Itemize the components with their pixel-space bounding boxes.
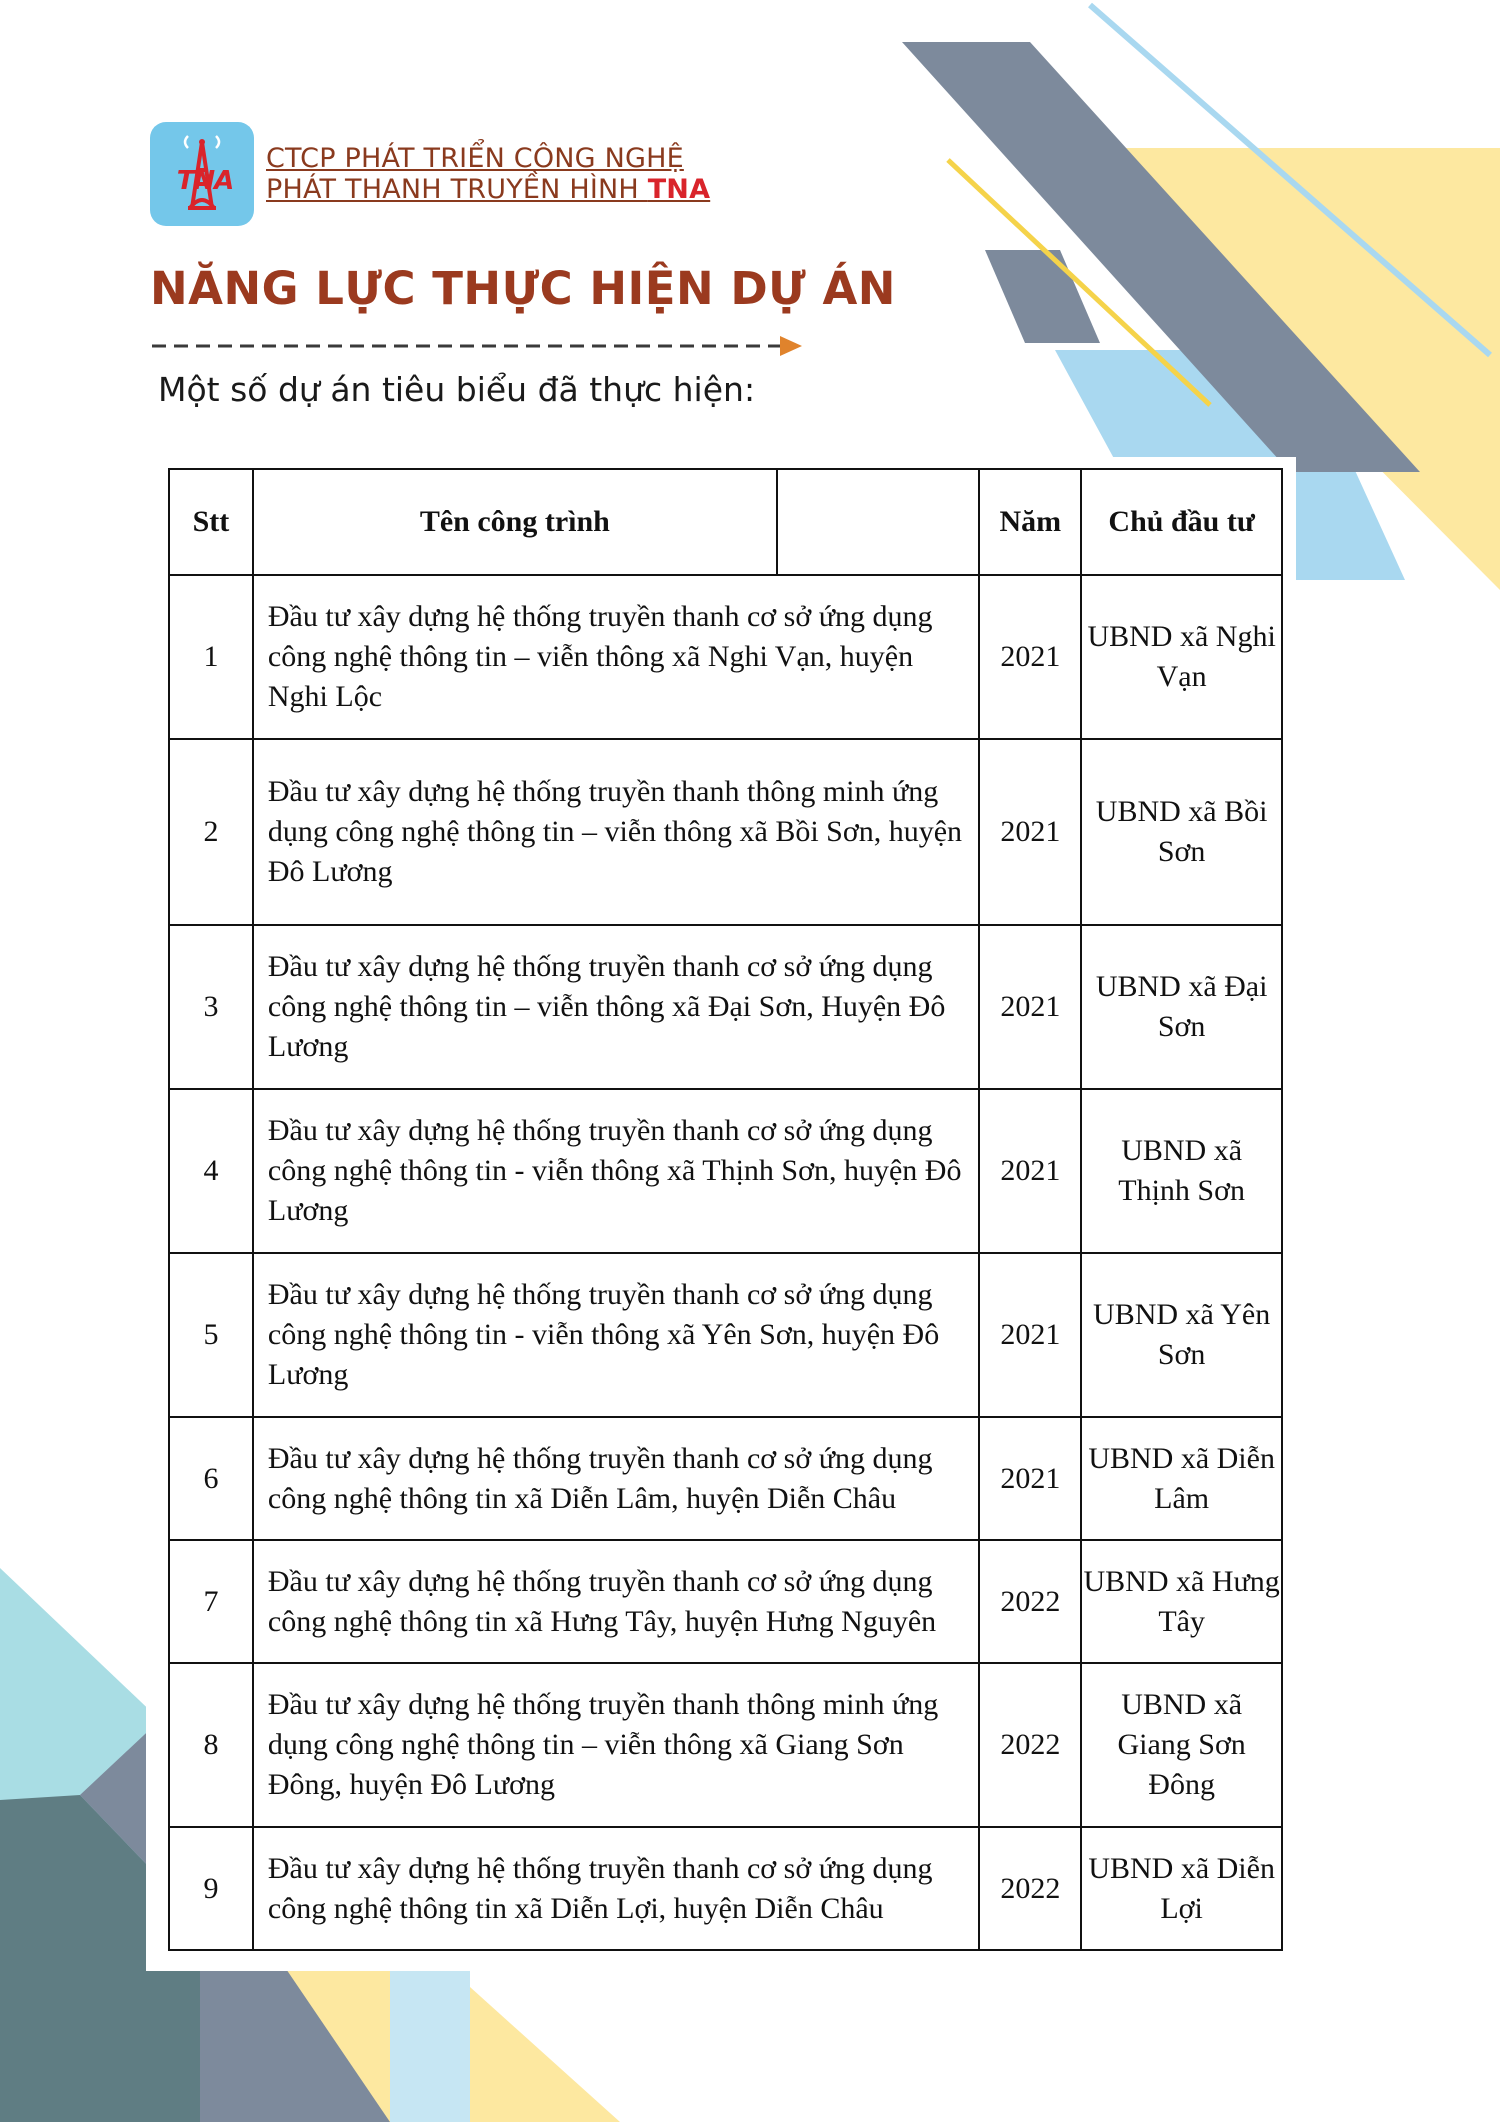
- row-owner: UBND xã Đại Sơn: [1081, 925, 1282, 1089]
- row-year: 2021: [979, 1253, 1081, 1417]
- company-brand: TNA: [647, 174, 711, 205]
- deco-light-bottom: [390, 1960, 470, 2122]
- row-name: Đầu tư xây dựng hệ thống truyền thanh thông minh ứng dụng công nghệ thông tin – viễn thông xã Bồi Sơn, huyện Đô Lương: [253, 739, 979, 925]
- deco-slate-small: [985, 250, 1100, 343]
- row-stt: 1: [169, 575, 253, 739]
- row-name: Đầu tư xây dựng hệ thống truyền thanh cơ sở ứng dụng công nghệ thông tin xã Hưng Tây, huyện Hưng Nguyên: [253, 1540, 979, 1663]
- row-stt: 2: [169, 739, 253, 925]
- projects-table-container: [146, 457, 1296, 1971]
- header-owner: Chủ đầu tư: [1081, 469, 1282, 575]
- table-row: [169, 1827, 1282, 1950]
- row-year: 2021: [979, 575, 1081, 739]
- row-name: Đầu tư xây dựng hệ thống truyền thanh cơ sở ứng dụng công nghệ thông tin - viễn thông xã Yên Sơn, huyện Đô Lương: [253, 1253, 979, 1417]
- company-logo: [150, 122, 254, 226]
- row-name: Đầu tư xây dựng hệ thống truyền thanh cơ sở ứng dụng công nghệ thông tin – viễn thông xã Đại Sơn, Huyện Đô Lương: [253, 925, 979, 1089]
- subtitle: Một số dự án tiêu biểu đã thực hiện:: [158, 370, 756, 409]
- table-header-row: [169, 469, 1282, 575]
- row-owner: UBND xã Hưng Tây: [1081, 1540, 1282, 1663]
- header-stt: Stt: [169, 469, 253, 575]
- header-name: Tên công trình: [253, 469, 777, 575]
- page-title: NĂNG LỰC THỰC HIỆN DỰ ÁN: [150, 262, 896, 315]
- company-line-1: CTCP PHÁT TRIỂN CÔNG NGHỆ: [266, 143, 684, 174]
- row-owner: UBND xã Giang Sơn Đông: [1081, 1663, 1282, 1827]
- table-row: [169, 925, 1282, 1089]
- arrow-icon: [780, 336, 802, 356]
- row-stt: 9: [169, 1827, 253, 1950]
- row-name: Đầu tư xây dựng hệ thống truyền thanh thông minh ứng dụng công nghệ thông tin – viễn thông xã Giang Sơn Đông, huyện Đô Lương: [253, 1663, 979, 1827]
- row-owner: UBND xã Diễn Lâm: [1081, 1417, 1282, 1540]
- row-name: Đầu tư xây dựng hệ thống truyền thanh cơ sở ứng dụng công nghệ thông tin - viễn thông xã Thịnh Sơn, huyện Đô Lương: [253, 1089, 979, 1253]
- row-year: 2021: [979, 1089, 1081, 1253]
- dashed-divider: [152, 336, 802, 356]
- row-year: 2021: [979, 925, 1081, 1089]
- table-row: [169, 1089, 1282, 1253]
- company-line-2: [266, 174, 710, 205]
- row-name: Đầu tư xây dựng hệ thống truyền thanh cơ sở ứng dụng công nghệ thông tin xã Diễn Lâm, huyện Diễn Châu: [253, 1417, 979, 1540]
- row-stt: 4: [169, 1089, 253, 1253]
- row-owner: UBND xã Thịnh Sơn: [1081, 1089, 1282, 1253]
- table-row: [169, 1417, 1282, 1540]
- table-row: [169, 1253, 1282, 1417]
- table-row: [169, 575, 1282, 739]
- table-row: [169, 1540, 1282, 1663]
- row-owner: UBND xã Diễn Lợi: [1081, 1827, 1282, 1950]
- row-stt: 6: [169, 1417, 253, 1540]
- row-name: Đầu tư xây dựng hệ thống truyền thanh cơ sở ứng dụng công nghệ thông tin xã Diễn Lợi, huyện Diễn Châu: [253, 1827, 979, 1950]
- row-name: Đầu tư xây dựng hệ thống truyền thanh cơ sở ứng dụng công nghệ thông tin – viễn thông xã Nghi Vạn, huyện Nghi Lộc: [253, 575, 979, 739]
- row-stt: 5: [169, 1253, 253, 1417]
- header-blank: [777, 469, 980, 575]
- header-year: Năm: [979, 469, 1081, 575]
- company-header: [150, 122, 710, 226]
- row-stt: 8: [169, 1663, 253, 1827]
- row-owner: UBND xã Yên Sơn: [1081, 1253, 1282, 1417]
- company-line-2-text: PHÁT THANH TRUYỀN HÌNH: [266, 174, 648, 205]
- row-owner: UBND xã Bồi Sơn: [1081, 739, 1282, 925]
- row-year: 2021: [979, 1417, 1081, 1540]
- logo-text: TNA: [176, 166, 234, 196]
- row-year: 2022: [979, 1827, 1081, 1950]
- row-owner: UBND xã Nghi Vạn: [1081, 575, 1282, 739]
- table-row: [169, 739, 1282, 925]
- row-year: 2022: [979, 1663, 1081, 1827]
- projects-table: [168, 468, 1283, 1951]
- table-row: [169, 1663, 1282, 1827]
- row-stt: 3: [169, 925, 253, 1089]
- row-year: 2022: [979, 1540, 1081, 1663]
- company-name: [266, 143, 710, 205]
- row-year: 2021: [979, 739, 1081, 925]
- row-stt: 7: [169, 1540, 253, 1663]
